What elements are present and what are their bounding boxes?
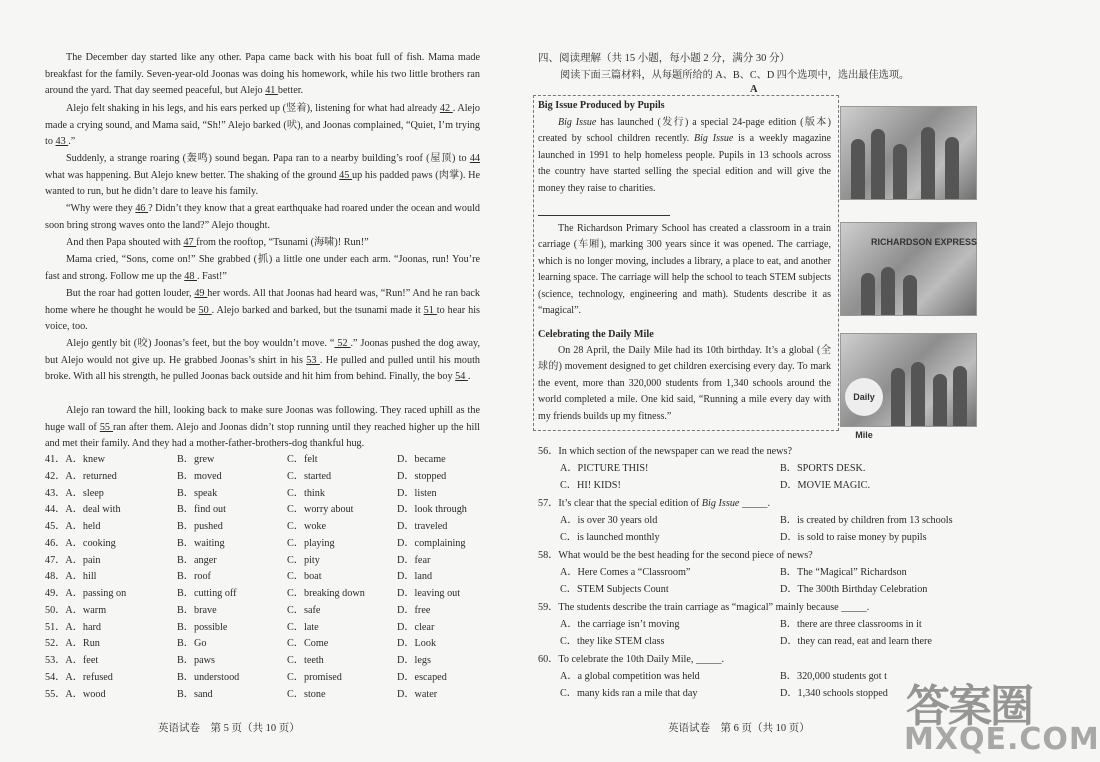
option-row (45, 486, 485, 503)
option-choice[interactable]: C．late (287, 621, 319, 633)
question-option[interactable]: A．the carriage isn’t moving (560, 619, 680, 630)
text-run: The Richardson Primary School has created a classroom in a train carriage (车厢), marking 300 years since it was opened. The carriage, which is no longer moving, includes a library, a place to eat, and another learning space. The carriage will help the school to teach STEM subjects (science, technology, engineering and math). Students describe it as “magical”. (538, 223, 831, 317)
option-choice[interactable]: C．pity (287, 554, 320, 566)
photo-pupils-with-magazine (840, 106, 977, 200)
cloze-blank: 46 (135, 203, 149, 214)
option-choice[interactable]: 44．A．deal with (45, 504, 121, 516)
cloze-blank: 49 (194, 288, 208, 299)
option-choice[interactable]: D．complaining (397, 537, 466, 549)
text-run: Mama cried, “Sons, come on!” She grabbed (抓) a little one under each arm. “Joonas, run! You’re fast and strong. Follow me up the (45, 254, 480, 282)
option-choice[interactable]: 43．A．sleep (45, 487, 104, 499)
option-row (45, 653, 485, 670)
cloze-blank: 55 (99, 421, 114, 433)
passage-label: A (750, 84, 758, 95)
cloze-blank: 41 (265, 85, 278, 97)
train-sign: RICHARDSON EXPRESS (871, 237, 978, 247)
option-choice[interactable]: B．roof (177, 571, 211, 583)
option-choice[interactable]: C．boat (287, 571, 322, 583)
text-run: to hear his voice, too. (45, 304, 481, 333)
option-choice[interactable]: C．worry about (287, 504, 354, 516)
question-option[interactable]: D．is sold to raise money by pupils (780, 532, 927, 543)
cloze-blank: 50 (198, 304, 212, 316)
option-choice[interactable]: 55．A．wood (45, 688, 106, 700)
option-row (45, 636, 485, 653)
cloze-paragraph (45, 151, 480, 201)
option-choice[interactable]: B．possible (177, 621, 228, 633)
text-run: from the rooftop, “Tsunami (海啸)! Run!” (196, 237, 369, 248)
cloze-blank: 47 (183, 237, 197, 248)
page-footer: 英语试卷 第 6 页（共 10 页） (668, 723, 810, 734)
option-choice[interactable]: D．became (397, 454, 446, 465)
option-row (45, 553, 485, 570)
news-heading: Celebrating the Daily Mile (538, 329, 654, 340)
option-choice[interactable]: B．pushed (177, 521, 223, 532)
question-option[interactable]: D．MOVIE MAGIC. (780, 480, 870, 491)
watermark-url: MXQE.COM (904, 722, 1100, 757)
text-run: . Alejo barked and barked, but the tsunami made it (211, 304, 424, 316)
news-body (538, 115, 831, 197)
option-choice[interactable]: D．land (397, 571, 433, 583)
option-choice[interactable]: C．promised (287, 671, 342, 683)
question-option[interactable]: C．STEM Subjects Count (560, 584, 669, 595)
cloze-paragraph (45, 50, 480, 100)
option-choice[interactable]: 54．A．refused (45, 671, 113, 683)
option-choice[interactable]: C．felt (287, 454, 318, 465)
option-choice[interactable]: B．anger (177, 554, 217, 566)
question-option[interactable]: C．many kids ran a mile that day (560, 688, 698, 699)
text-run: has launched (发行) a special 24-page edition (版本) created by school children recently. (538, 117, 831, 145)
option-choice[interactable]: D．escaped (397, 671, 447, 683)
option-choice[interactable]: C．think (287, 487, 325, 499)
text-run: Alejo gently bit (咬) Joonas’s feet, but the boy wouldn’t move. “ (66, 338, 335, 349)
cloze-paragraph (45, 336, 480, 386)
text-run: . He pulled and pulled until his mouth broke. With all his strength, he pulled Joonas back outside and hit him from behind. Finally, the boy (45, 354, 480, 383)
cloze-blank: 42 (439, 103, 453, 114)
question-option[interactable]: A．is over 30 years old (560, 515, 658, 526)
option-choice[interactable]: B．moved (177, 470, 222, 482)
stem-part: _____. (739, 498, 770, 509)
option-choice[interactable]: B．find out (177, 504, 226, 516)
text-run: Alejo felt shaking in his legs, and his ears perked up (竖着), listening for what had already (66, 103, 440, 114)
option-row (45, 502, 485, 519)
text-run: .” (68, 136, 76, 148)
option-choice[interactable]: 49．A．passing on (45, 588, 127, 599)
option-choice[interactable]: B．paws (177, 655, 215, 666)
cloze-blank: 43 (55, 136, 69, 148)
watermark-text: 答案圈 (906, 681, 1032, 732)
news-heading: Big Issue Produced by Pupils (538, 100, 665, 111)
section-title: 四、阅读理解（共 15 小题，每小题 2 分，满分 30 分） (538, 53, 790, 64)
watermark-logo (900, 670, 1100, 760)
option-choice[interactable]: B．Go (177, 638, 207, 650)
option-choice[interactable]: B．waiting (177, 537, 225, 549)
daily-mile-logo: Daily Mile (845, 378, 883, 416)
cloze-paragraph (45, 403, 480, 453)
stem-part: Big Issue (701, 498, 740, 509)
text-run: Suddenly, a strange roaring (轰鸣) sound began. Papa ran to a nearby building’s roof (屋顶) to (66, 153, 470, 164)
option-choice[interactable]: D．legs (397, 655, 431, 666)
option-choice[interactable]: B．cutting off (177, 588, 237, 599)
page-footer: 英语试卷 第 5 页（共 10 页） (158, 723, 300, 734)
option-choice[interactable]: 52．A．Run (45, 638, 100, 650)
question-option[interactable]: B．is created by children from 13 schools (780, 515, 953, 526)
cloze-blank: 51 (423, 304, 437, 316)
cloze-blank: 45 (339, 169, 353, 181)
option-row (45, 452, 485, 469)
option-choice[interactable]: C．Come (287, 638, 329, 650)
option-choice[interactable]: 41．A．knew (45, 454, 105, 465)
option-choice[interactable]: B．sand (177, 688, 213, 700)
option-row (45, 519, 485, 536)
cloze-blank: 53 (306, 354, 320, 366)
option-choice[interactable]: D．clear (397, 621, 435, 633)
cloze-blank: 44 (469, 153, 480, 164)
option-choice[interactable]: 46．A．cooking (45, 537, 116, 549)
cloze-blank: 54 (455, 371, 468, 383)
option-choice[interactable]: 45．A．held (45, 521, 101, 532)
option-choice[interactable]: B．grew (177, 454, 215, 465)
option-choice[interactable]: D．Look (397, 638, 437, 650)
question-option[interactable]: C．they like STEM class (560, 636, 665, 647)
option-choice[interactable]: C．playing (287, 537, 335, 549)
option-row (45, 569, 485, 586)
news-body (538, 221, 831, 319)
cloze-blank: 52 (334, 338, 351, 349)
option-row (45, 670, 485, 687)
text-run: ? Didn’t they know that a great earthquake had roared under the ocean and would soon bring strong waves onto the land?” Alejo thought. (45, 203, 480, 231)
question-stem: 58．What would be the best heading for the second piece of news? (538, 550, 813, 561)
option-choice[interactable]: 48．A．hill (45, 571, 97, 583)
news-divider (538, 215, 670, 216)
option-choice[interactable]: C．woke (287, 521, 327, 532)
text-run: up his padded paws (肉掌). He wanted to run, but he didn’t dare to leave his family. (45, 169, 480, 198)
option-choice[interactable]: B．speak (177, 487, 218, 499)
question-option[interactable]: C．HI! KIDS! (560, 480, 621, 491)
question-option[interactable]: D．1,340 schools stopped (780, 688, 888, 699)
option-choice[interactable]: D．leaving out (397, 588, 461, 599)
text-run: The December day started like any other. Papa came back with his boat full of fish. Mama made breakfast for the family. Seven-year-old Joonas was doing his homework, while his two little brothers ran around the yard. That day seemed peaceful, but Alejo (45, 52, 480, 97)
option-choice[interactable]: D．free (397, 604, 431, 616)
news-body (538, 343, 831, 425)
cloze-paragraph (45, 201, 480, 234)
question-option[interactable]: D．The 300th Birthday Celebration (780, 584, 928, 595)
option-row (45, 469, 485, 486)
photo-daily-mile-kids (840, 333, 977, 440)
question-stem: 60．To celebrate the 10th Daily Mile, _____. (538, 654, 725, 665)
option-choice[interactable]: D．water (397, 688, 438, 700)
text-run: better. (277, 85, 304, 97)
option-row (45, 536, 485, 553)
text-run: “Why were they (66, 203, 136, 214)
option-choice[interactable]: D．listen (397, 487, 437, 499)
text-run: her words. All that Joonas had heard was, “Run!” And he ran back home where he thought he would be (45, 288, 481, 316)
option-choice[interactable]: 47．A．pain (45, 554, 101, 566)
question-option[interactable]: A．Here Comes a “Classroom” (560, 567, 691, 578)
option-choice[interactable]: C．safe (287, 604, 321, 616)
text-run: . (467, 371, 471, 383)
question-option[interactable]: B．The “Magical” Richardson (780, 567, 907, 578)
question-stem (538, 497, 770, 511)
italic-title: Big Issue (694, 133, 734, 145)
option-choice[interactable]: B．brave (177, 604, 217, 616)
question-option[interactable]: B．SPORTS DESK. (780, 463, 866, 474)
stem-part: 57．It’s clear that the special edition of (538, 498, 702, 509)
question-option[interactable]: B．320,000 students got t (780, 671, 887, 682)
text-run: is a weekly magazine launched in 1991 to help homeless people. Pupils in 13 schools across the country have started selling the special edition and will give the money they raise to charities. (538, 133, 831, 194)
italic-title: Big Issue (558, 117, 597, 128)
question-stem: 59．The students describe the train carriage as “magical” mainly because _____. (538, 602, 870, 613)
option-choice[interactable]: D．stopped (397, 470, 447, 482)
option-choice[interactable]: C．breaking down (287, 588, 365, 599)
option-choice[interactable]: D．look through (397, 504, 467, 516)
text-run: what was happening. But Alejo knew better. The shaking of the ground (45, 169, 340, 181)
question-option[interactable]: B．there are three classrooms in it (780, 619, 922, 630)
question-option[interactable]: A．a global competition was held (560, 671, 700, 682)
photo-train-carriage (840, 222, 977, 316)
option-choice[interactable]: C．started (287, 470, 332, 482)
option-choice[interactable]: 50．A．warm (45, 604, 107, 616)
text-run: . Alejo made a crying sound, and Mama said, “Sh!” Alejo barked (吠), and Joonas complained, “Quiet, I’m trying to (45, 103, 480, 148)
option-choice[interactable]: C．stone (287, 688, 326, 700)
question-stem: 56．In which section of the newspaper can we read the news? (538, 446, 793, 457)
option-choice[interactable]: D．fear (397, 554, 431, 566)
cloze-paragraph (45, 235, 480, 252)
cloze-paragraph (45, 101, 480, 151)
option-row (45, 687, 485, 704)
cloze-blank: 48 (184, 270, 197, 282)
question-option[interactable]: C．is launched monthly (560, 532, 660, 543)
cloze-paragraph (45, 252, 480, 285)
option-choice[interactable]: B．understood (177, 671, 240, 683)
option-choice[interactable]: 53．A．feet (45, 655, 99, 666)
option-choice[interactable]: 51．A．hard (45, 621, 102, 633)
text-run: ran after them. Alejo and Joonas didn’t stop running until they reached higher up the hill and met their family. And they had a mother-father-brothers-dog thankful hug. (45, 421, 480, 450)
cloze-paragraph (45, 286, 480, 336)
option-row (45, 586, 485, 603)
option-row (45, 603, 485, 620)
option-choice[interactable]: D．traveled (397, 521, 448, 532)
text-run: . Fast!” (196, 270, 227, 282)
option-choice[interactable]: C．teeth (287, 655, 324, 666)
text-run: Alejo ran toward the hill, looking back to make sure Joonas was following. They raced uphill as the huge wall of (45, 405, 480, 433)
text-run: But the roar had gotten louder, (66, 288, 195, 299)
question-option[interactable]: D．they can read, eat and learn there (780, 636, 932, 647)
section-instruction: 阅读下面三篇材料，从每题所给的 A、B、C、D 四个选项中，选出最佳选项。 (560, 70, 910, 81)
text-run: .” Joonas pushed the dog away, but Alejo would not give up. He grabbed Joonas’s shirt in his (45, 338, 480, 366)
question-option[interactable]: A．PICTURE THIS! (560, 463, 649, 474)
text-run: And then Papa shouted with (66, 237, 184, 248)
left-page (0, 0, 540, 762)
text-run: On 28 April, the Daily Mile had its 10th birthday. It’s a global (全球的) movement designed to get children exercising every day. To mark the event, more than 320,000 students from 1,340 schools around the world completed a mile. One kid said, “Running a mile every day with my friends builds up my fitness.” (538, 345, 831, 422)
option-choice[interactable]: 42．A．returned (45, 470, 117, 482)
option-row (45, 620, 485, 637)
